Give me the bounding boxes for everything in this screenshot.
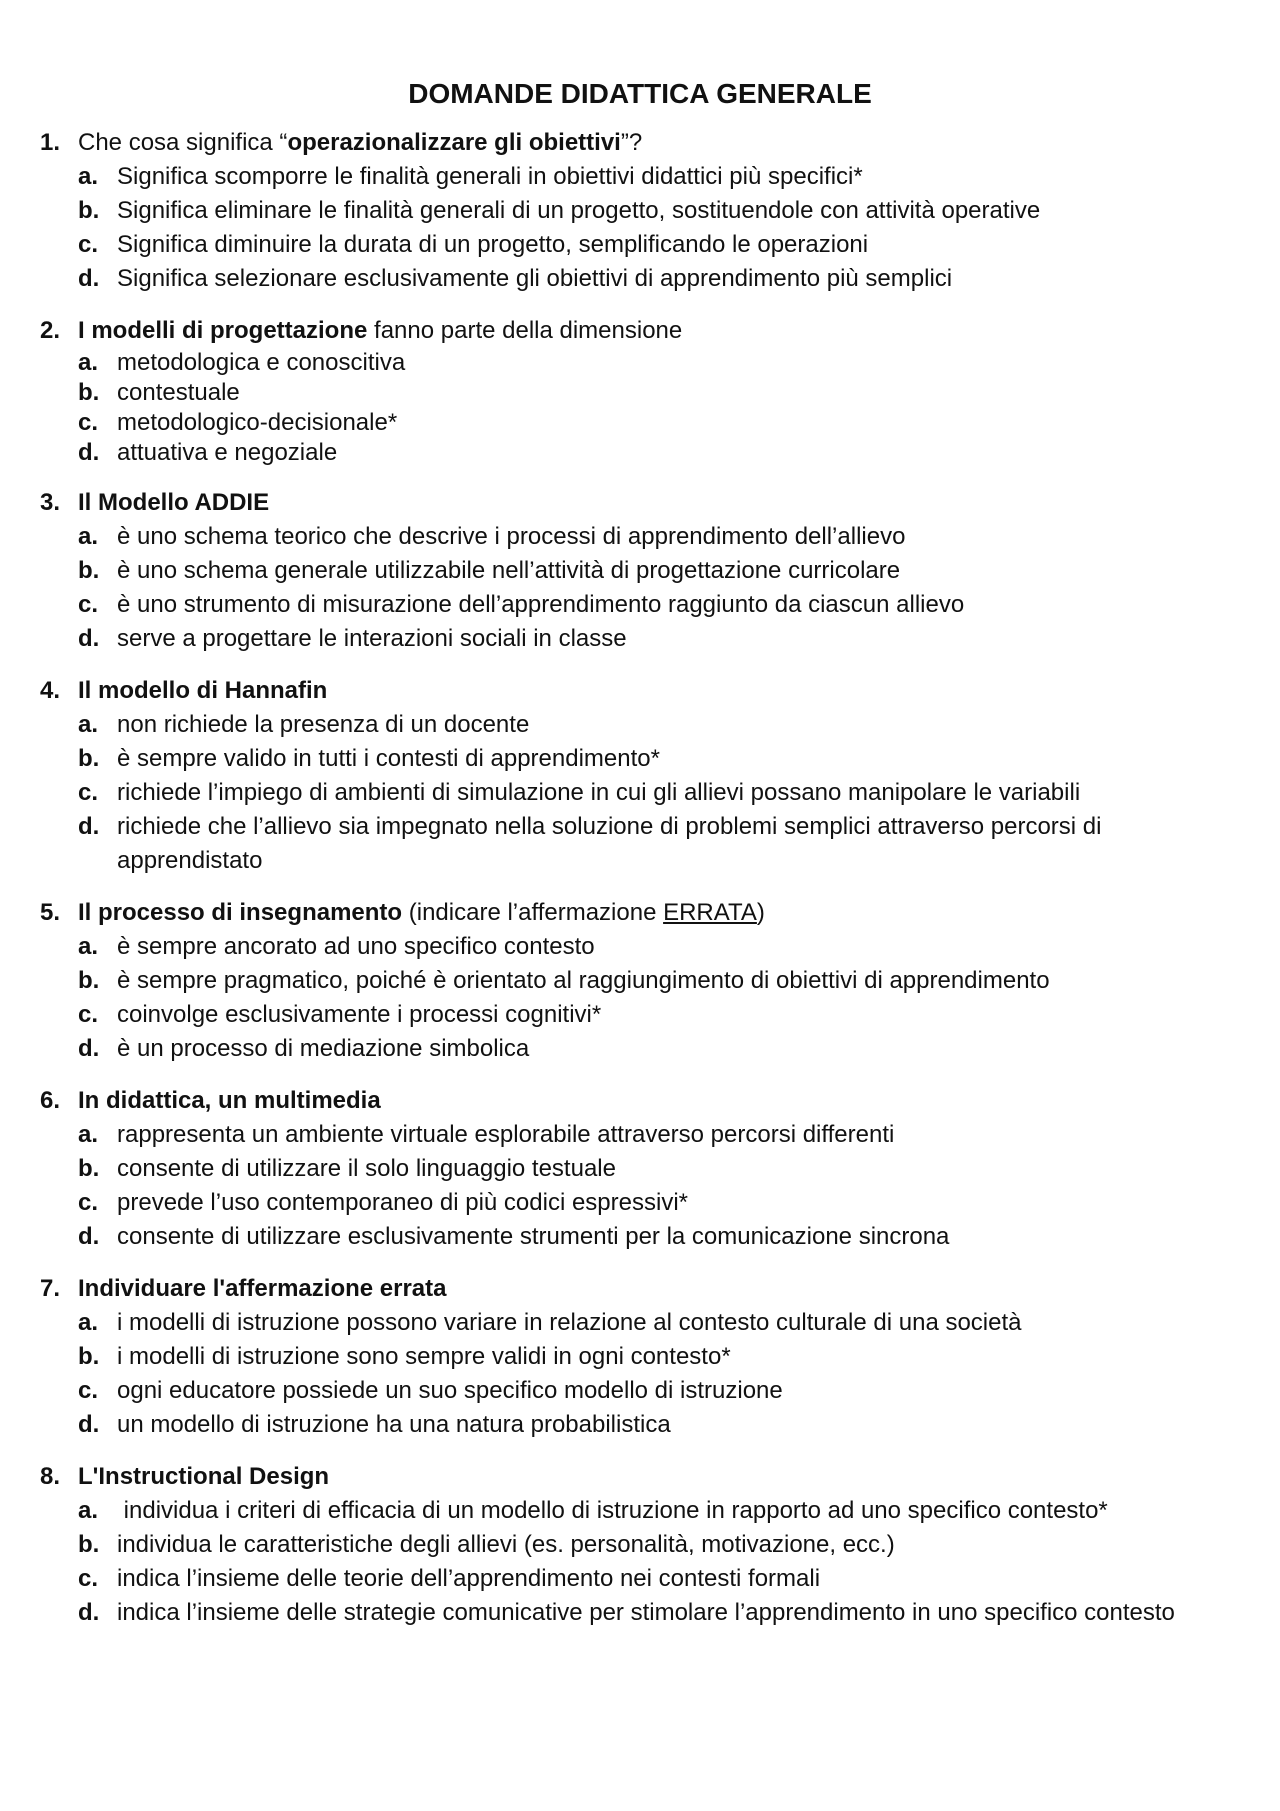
- question-stem: 4. Il modello di Hannafin: [40, 674, 1250, 708]
- question-stem: 7. Individuare l'affermazione errata: [40, 1272, 1250, 1306]
- answer-option: a. individua i criteri di efficacia di un modello di istruzione in rapporto ad uno specifico contesto*: [78, 1497, 1108, 1524]
- question-number: 8.: [40, 1463, 61, 1490]
- question-number: 6.: [40, 1087, 61, 1114]
- question-7: [40, 1272, 1250, 1442]
- question-stem: 2. I modelli di progettazione fanno parte della dimensione: [40, 314, 1250, 348]
- answer-option: b. Significa eliminare le finalità generali di un progetto, sostituendole con attività operative: [78, 197, 1041, 224]
- question-number: 7.: [40, 1275, 61, 1302]
- question-stem: 6. In didattica, un multimedia: [40, 1084, 1250, 1118]
- answer-option: a. è sempre ancorato ad uno specifico contesto: [78, 933, 595, 960]
- question-3: [40, 486, 1250, 656]
- question-4: [40, 674, 1250, 878]
- answer-option: b. è sempre valido in tutti i contesti di apprendimento*: [78, 745, 660, 772]
- question-number: 5.: [40, 899, 61, 926]
- answer-option: c. ogni educatore possiede un suo specifico modello di istruzione: [78, 1377, 783, 1404]
- answer-option: b. è sempre pragmatico, poiché è orientato al raggiungimento di obiettivi di apprendimento: [78, 967, 1050, 994]
- question-number: 1.: [40, 129, 61, 156]
- question-number: 2.: [40, 317, 61, 344]
- answer-option: d. serve a progettare le interazioni sociali in classe: [78, 625, 627, 652]
- answer-option: a. Significa scomporre le finalità generali in obiettivi didattici più specifici*: [78, 163, 863, 190]
- question-6: [40, 1084, 1250, 1254]
- answer-option: d. indica l’insieme delle strategie comunicative per stimolare l’apprendimento in uno specifico contesto: [78, 1599, 1175, 1626]
- answer-option: b. contestuale: [78, 379, 240, 406]
- question-5: [40, 896, 1250, 1066]
- answer-option: c. è uno strumento di misurazione dell’apprendimento raggiunto da ciascun allievo: [78, 591, 965, 618]
- answer-option: a. i modelli di istruzione possono variare in relazione al contesto culturale di una società: [78, 1309, 1022, 1336]
- page-title: DOMANDE DIDATTICA GENERALE: [408, 78, 872, 109]
- answer-option: a. rappresenta un ambiente virtuale esplorabile attraverso percorsi differenti: [78, 1121, 895, 1148]
- answer-option: c. metodologico-decisionale*: [78, 409, 398, 436]
- answer-option: a. non richiede la presenza di un docente: [78, 711, 530, 738]
- question-8: [40, 1460, 1250, 1630]
- question-number: 3.: [40, 489, 61, 516]
- answer-option: d. è un processo di mediazione simbolica: [78, 1035, 530, 1062]
- question-2: [40, 314, 1250, 468]
- question-stem: 5. Il processo di insegnamento (indicare l’affermazione ERRATA): [40, 896, 1250, 930]
- answer-option: a. è uno schema teorico che descrive i processi di apprendimento dell’allievo: [78, 523, 906, 550]
- question-1: [40, 126, 1250, 296]
- answer-option: c. indica l’insieme delle teorie dell’apprendimento nei contesti formali: [78, 1565, 821, 1592]
- answer-option: a. metodologica e conoscitiva: [78, 349, 406, 376]
- question-stem: 1. Che cosa significa “operazionalizzare gli obiettivi”?: [40, 126, 1250, 160]
- question-number: 4.: [40, 677, 61, 704]
- answer-option: b. individua le caratteristiche degli allievi (es. personalità, motivazione, ecc.): [78, 1531, 895, 1558]
- answer-option: b. è uno schema generale utilizzabile nell’attività di progettazione curricolare: [78, 557, 901, 584]
- answer-option: d. Significa selezionare esclusivamente gli obiettivi di apprendimento più semplici: [78, 265, 953, 292]
- question-stem: 8. L'Instructional Design: [40, 1460, 1250, 1494]
- answer-option: b. i modelli di istruzione sono sempre validi in ogni contesto*: [78, 1343, 731, 1370]
- question-stem: 3. Il Modello ADDIE: [40, 486, 1250, 520]
- answer-option: d. attuativa e negoziale: [78, 439, 338, 466]
- answer-option: d. consente di utilizzare esclusivamente strumenti per la comunicazione sincrona: [78, 1223, 950, 1250]
- answer-option: b. consente di utilizzare il solo linguaggio testuale: [78, 1155, 616, 1182]
- answer-option: c. prevede l’uso contemporaneo di più codici espressivi*: [78, 1189, 688, 1216]
- answer-option: c. richiede l’impiego di ambienti di simulazione in cui gli allievi possano manipolare le variabili: [78, 779, 1081, 806]
- answer-option: d. un modello di istruzione ha una natura probabilistica: [78, 1411, 671, 1438]
- answer-option: c. Significa diminuire la durata di un progetto, semplificando le operazioni: [78, 231, 869, 258]
- answer-option: d. richiede che l’allievo sia impegnato nella soluzione di problemi semplici attraverso percorsi di apprendistato: [78, 813, 1102, 874]
- answer-option: c. coinvolge esclusivamente i processi cognitivi*: [78, 1001, 602, 1028]
